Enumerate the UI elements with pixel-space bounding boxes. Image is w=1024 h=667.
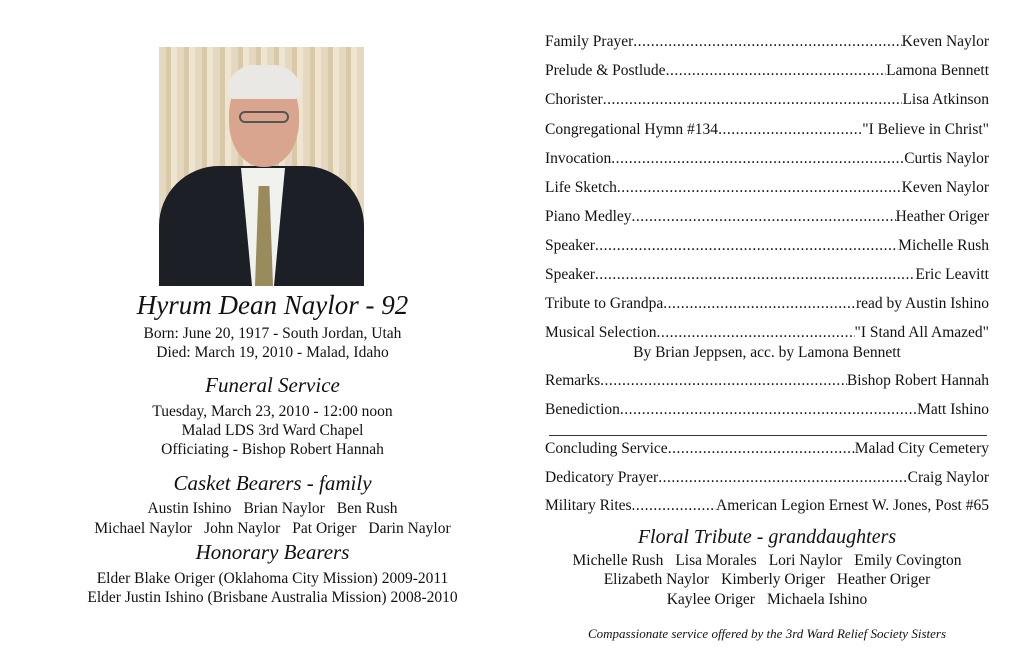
left-panel (40, 0, 505, 667)
program-value: "I Believe in Christ" (862, 121, 989, 138)
honorary-bearer: Elder Justin Ishino (Brisbane Australia Mission) 2008-2010 (87, 589, 458, 606)
program-label: Speaker (545, 266, 595, 283)
casket-bearer: Pat Origer (292, 520, 357, 537)
program-row (545, 400, 989, 419)
honorary-bearer: Elder Blake Origer (Oklahoma City Mission) 2009-2011 (96, 570, 449, 587)
dot-leader (658, 468, 907, 487)
program-value: Michelle Rush (898, 237, 989, 254)
program-row (545, 207, 989, 226)
program-value: Heather Origer (895, 208, 989, 225)
program-label: Remarks (545, 372, 601, 389)
program-panel (545, 0, 989, 667)
program-label: Tribute to Grandpa (545, 295, 664, 312)
program-label: Dedicatory Prayer (545, 469, 659, 486)
floral-row-1 (545, 551, 989, 570)
program-label: Life Sketch (545, 179, 617, 196)
program-value: Keven Naylor (901, 33, 989, 50)
dot-leader (632, 496, 717, 515)
dot-leader (666, 61, 887, 80)
program-row (545, 439, 989, 458)
funeral-place: Malad LDS 3rd Ward Chapel (181, 422, 364, 439)
program-row (545, 32, 989, 51)
dot-leader (617, 178, 902, 197)
program-label: Concluding Service (545, 440, 668, 457)
dot-leader (668, 439, 855, 458)
program-row (545, 371, 989, 390)
program-row (545, 149, 989, 168)
casket-bearer: Austin Ishino (147, 500, 232, 517)
musical-credit: By Brian Jeppsen, acc. by Lamona Bennett (633, 344, 901, 361)
program-label: Speaker (545, 237, 595, 254)
casket-bearer: Brian Naylor (243, 500, 325, 517)
program-row (545, 61, 989, 80)
program-row (545, 236, 989, 255)
program-value: Craig Naylor (907, 469, 989, 486)
program-label: Musical Selection (545, 324, 657, 341)
program-row (545, 178, 989, 197)
floral-row-3 (545, 590, 989, 609)
program-value: Eric Leavitt (915, 266, 989, 283)
granddaughter: Heather Origer (836, 571, 931, 588)
dot-leader (595, 265, 915, 284)
program-label: Congregational Hymn #134 (545, 121, 719, 138)
program-value: Malad City Cemetery (854, 440, 989, 457)
program-value: Bishop Robert Hannah (846, 372, 989, 389)
dot-leader (718, 120, 862, 139)
program-value: Keven Naylor (901, 179, 989, 196)
dot-leader (595, 236, 898, 255)
program-row (545, 323, 989, 342)
dot-leader (633, 32, 901, 51)
honorary-heading: Honorary Bearers (195, 540, 350, 564)
dot-leader (632, 207, 896, 226)
dot-leader (620, 400, 917, 419)
funeral-date: Tuesday, March 23, 2010 - 12:00 noon (152, 403, 393, 420)
program-value: read by Austin Ishino (855, 295, 989, 312)
program-value: American Legion Ernest W. Jones, Post #65 (716, 497, 989, 514)
casket-bearer: Ben Rush (336, 500, 398, 517)
granddaughter: Kaylee Origer (666, 591, 755, 608)
footer-note: Compassionate service offered by the 3rd Ward Relief Society Sisters (587, 626, 947, 641)
program-label: Piano Medley (545, 208, 632, 225)
died-line: Died: March 19, 2010 - Malad, Idaho (156, 344, 389, 361)
program-value: Lamona Bennett (886, 62, 989, 79)
granddaughter: Michaela Ishino (766, 591, 868, 608)
dot-leader (611, 149, 904, 168)
casket-heading: Casket Bearers - family (173, 471, 372, 495)
program-row (545, 468, 989, 487)
program-row (545, 120, 989, 139)
casket-row-1 (40, 499, 505, 518)
divider (549, 435, 987, 436)
dot-leader (603, 90, 903, 109)
officiating: Officiating - Bishop Robert Hannah (161, 441, 384, 458)
casket-row-2 (40, 519, 505, 538)
dot-leader (657, 323, 855, 342)
born-line: Born: June 20, 1917 - South Jordan, Utah (143, 325, 402, 342)
program-label: Military Rites (545, 497, 632, 514)
granddaughter: Michelle Rush (572, 552, 664, 569)
program-value: Lisa Atkinson (902, 91, 989, 108)
granddaughter: Elizabeth Naylor (603, 571, 710, 588)
floral-heading: Floral Tribute - granddaughters (637, 526, 897, 548)
granddaughter: Lori Naylor (768, 552, 843, 569)
granddaughter: Kimberly Origer (721, 571, 825, 588)
program-label: Chorister (545, 91, 603, 108)
program-row (545, 265, 989, 284)
program-row (545, 90, 989, 109)
program-row (545, 294, 989, 313)
granddaughter: Emily Covington (854, 552, 962, 569)
program-label: Benediction (545, 401, 620, 418)
program-row (545, 496, 989, 515)
funeral-heading: Funeral Service (205, 373, 340, 397)
deceased-name: Hyrum Dean Naylor - 92 (136, 290, 409, 320)
casket-bearer: John Naylor (204, 520, 281, 537)
program-label: Prelude & Postlude (545, 62, 666, 79)
program-value: Curtis Naylor (904, 150, 989, 167)
program-label: Invocation (545, 150, 612, 167)
granddaughter: Lisa Morales (675, 552, 757, 569)
casket-bearer: Darin Naylor (368, 520, 451, 537)
program-label: Family Prayer (545, 33, 634, 50)
program-value: Matt Ishino (917, 401, 989, 418)
floral-row-2 (545, 570, 989, 589)
casket-bearer: Michael Naylor (94, 520, 193, 537)
dot-leader (663, 294, 856, 313)
dot-leader (600, 371, 847, 390)
program-value: "I Stand All Amazed" (854, 324, 989, 341)
portrait-photo (159, 47, 364, 286)
